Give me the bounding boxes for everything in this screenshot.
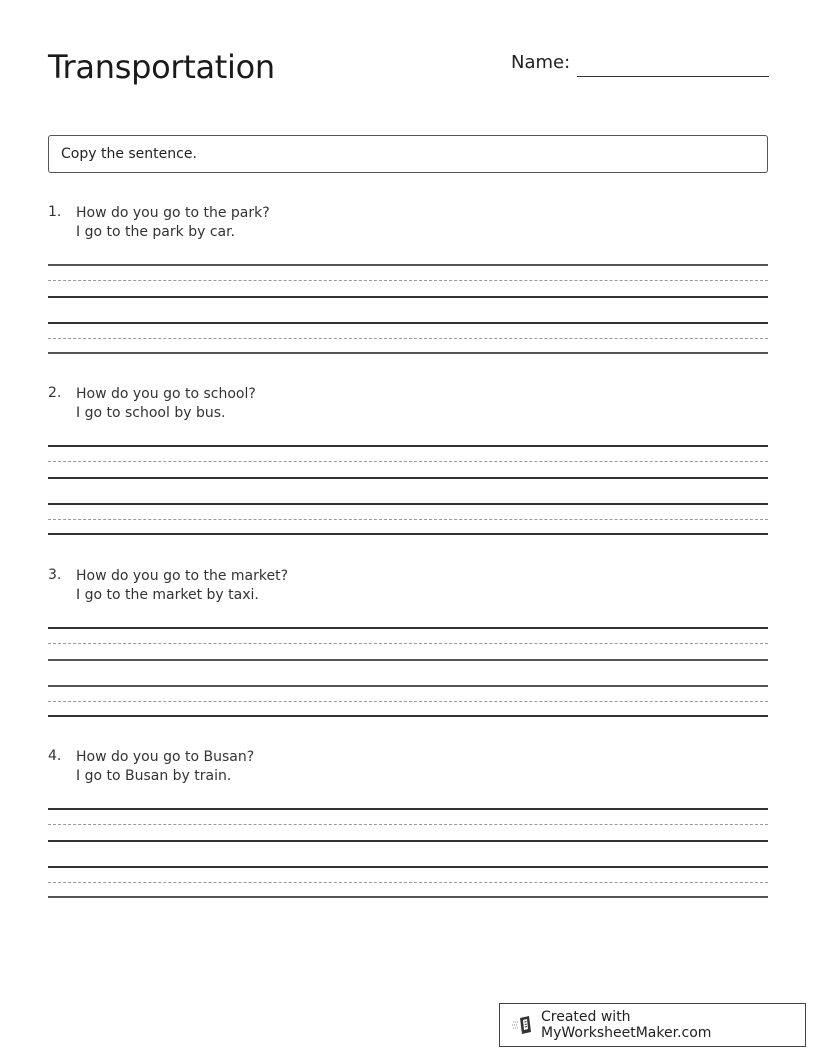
writing-base-line[interactable] [48, 896, 768, 898]
instructions-box [48, 135, 768, 173]
name-label: Name: [511, 52, 571, 73]
worksheet-title: Transportation [48, 48, 275, 86]
footer-text: Created with MyWorksheetMaker.com [541, 1009, 712, 1041]
writing-top-line[interactable] [48, 445, 768, 447]
answer-sentence: I go to the park by car. [76, 224, 236, 240]
answer-sentence: I go to the market by taxi. [76, 587, 259, 603]
answer-sentence: I go to school by bus. [76, 405, 226, 421]
writing-mid-line [48, 461, 768, 462]
writing-top-line[interactable] [48, 503, 768, 505]
instructions-text: Copy the sentence. [61, 146, 197, 162]
writing-mid-line [48, 643, 768, 644]
writing-base-line[interactable] [48, 715, 768, 717]
question-text: How do you go to school? [76, 386, 256, 402]
question-4 [48, 748, 768, 898]
answer-sentence: I go to Busan by train. [76, 768, 232, 784]
writing-mid-line [48, 280, 768, 281]
writing-top-line[interactable] [48, 264, 768, 266]
writing-base-line[interactable] [48, 477, 768, 479]
question-text: How do you go to the park? [76, 205, 270, 221]
writing-mid-line [48, 338, 768, 339]
name-field[interactable] [511, 52, 769, 78]
writing-base-line[interactable] [48, 352, 768, 354]
question-1 [48, 204, 768, 354]
writing-top-line[interactable] [48, 685, 768, 687]
question-number: 4. [48, 748, 62, 764]
name-write-line[interactable] [577, 76, 769, 77]
question-text: How do you go to the market? [76, 568, 289, 584]
writing-top-line[interactable] [48, 808, 768, 810]
writing-base-line[interactable] [48, 296, 768, 298]
writing-top-line[interactable] [48, 866, 768, 868]
writing-top-line[interactable] [48, 627, 768, 629]
writing-mid-line [48, 882, 768, 883]
question-number: 1. [48, 204, 62, 220]
writing-base-line[interactable] [48, 659, 768, 661]
writing-mid-line [48, 824, 768, 825]
worksheet-maker-logo-icon [512, 1014, 534, 1036]
writing-base-line[interactable] [48, 840, 768, 842]
question-3 [48, 567, 768, 717]
question-2 [48, 385, 768, 535]
question-number: 2. [48, 385, 62, 401]
question-text: How do you go to Busan? [76, 749, 255, 765]
writing-mid-line [48, 519, 768, 520]
writing-base-line[interactable] [48, 533, 768, 535]
footer-credit[interactable] [499, 1003, 806, 1047]
writing-mid-line [48, 701, 768, 702]
question-number: 3. [48, 567, 62, 583]
writing-top-line[interactable] [48, 322, 768, 324]
